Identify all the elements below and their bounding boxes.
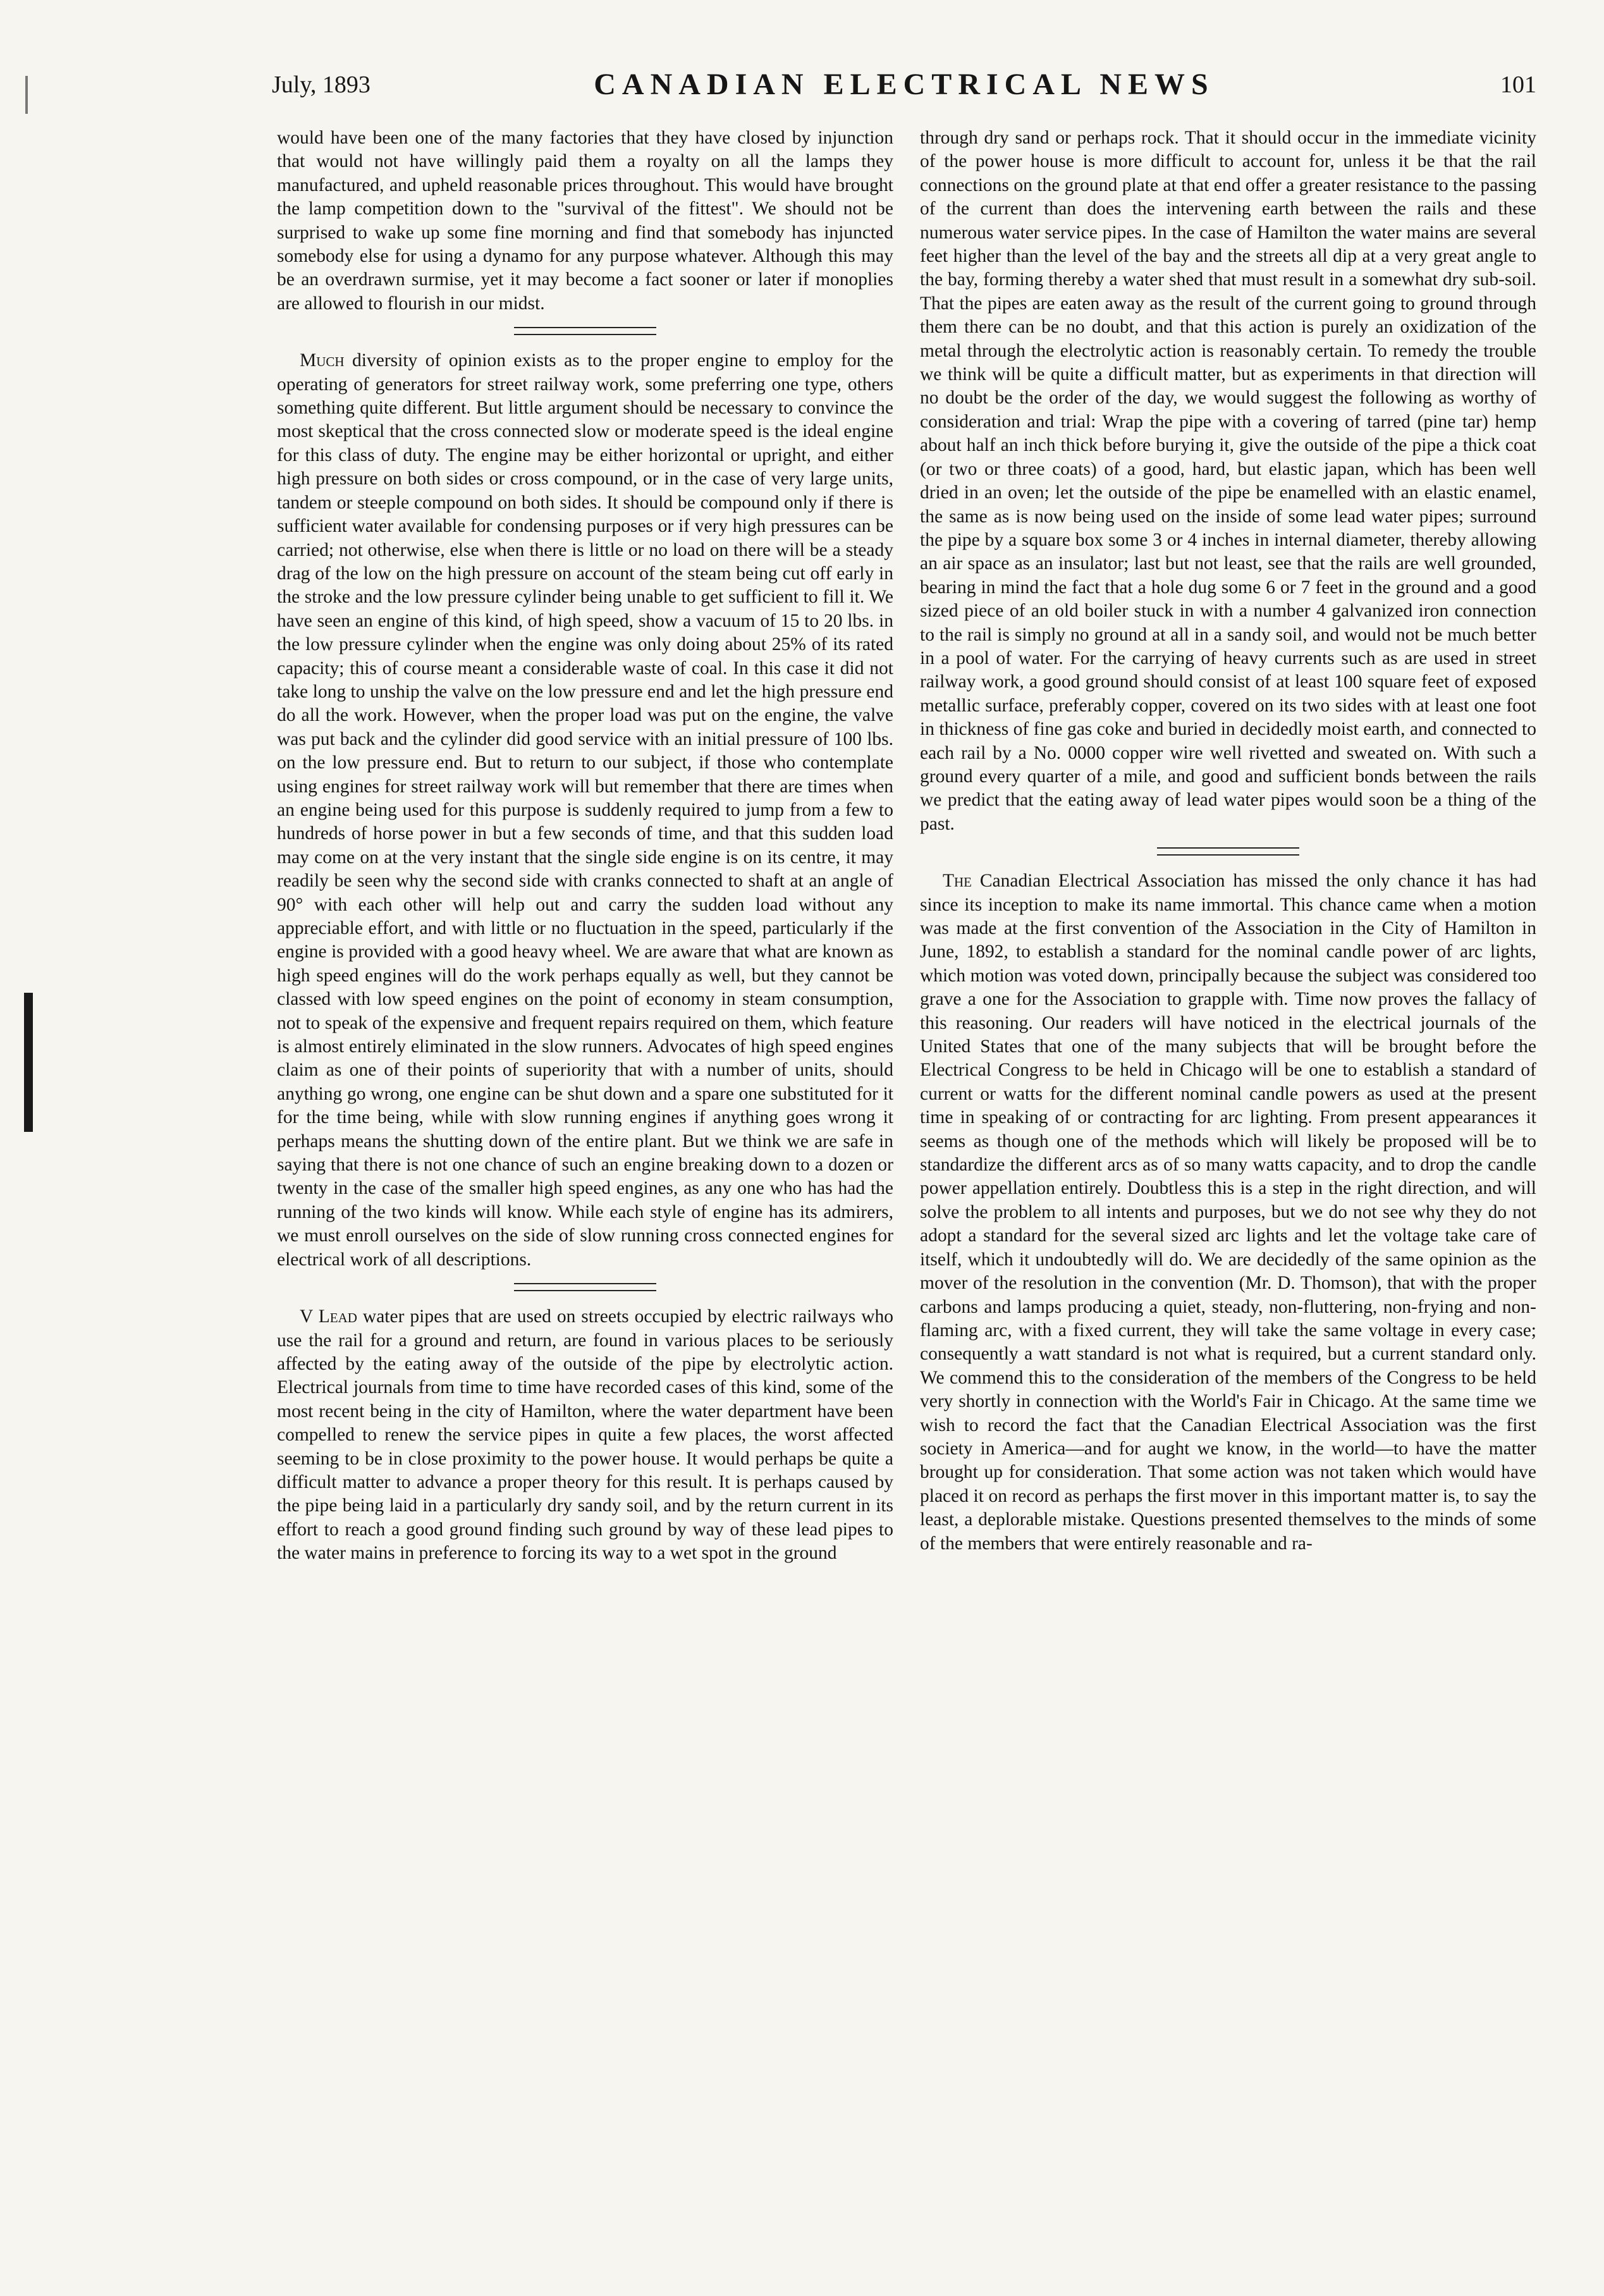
issue-date: July, 1893 [272, 71, 370, 98]
article-divider [514, 327, 656, 335]
article-lead-pipes-body: water pipes that are used on streets occupied by electric railways who use the rail for a ground and return, are found in various places to be seriously affected by the eating away of the outside of the pipe by electrolytic action. Electrical journals from time to time have recorded cases of this kind, some of the most recent being in the city of Hamilton, where the water department have been compelled to renew the service pipes in quite a few places, the worst affected seeming to be in close proximity to the power house. It would perhaps be quite a difficult matter to advance a proper theory for this result. It is perhaps caused by the pipe being laid in a particularly dry sandy soil, and by the return current in its effort to reach a good ground finding such ground by way of these lead pipes to the water mains in preference to forcing its way to a wet spot in the ground [277, 1306, 893, 1564]
margin-smudge [25, 76, 28, 114]
page-number: 101 [1500, 71, 1536, 98]
article-lead-pipes [277, 1305, 893, 1565]
article-engines-body: diversity of opinion exists as to the proper engine to employ for the operating of generators for street railway work, some preferring one type, others something quite different. But little argument should be necessary to convince the most skeptical that the cross connected slow or moderate speed is the ideal engine for this class of duty. The engine may be either horizontal or upright, and either high pressure on both sides or cross compound, or in the case of very large units, tandem or steeple compound on both sides. It should be compound only if there is sufficient water available for condensing purposes or if very high pressures can be carried; not otherwise, else when there is little or no load on there will be a steady drag of the low on the high pressure on account of the steam being cut off early in the stroke and the low pressure cylinder being unable to get sufficient to fill it. We have seen an engine of this kind, of high speed, show a vacuum of 15 to 20 lbs. in the low pressure cylinder when the engine was only doing about 25% of its rated capacity; this of course meant a considerable waste of coal. In this case it did not take long to unship the valve on the low pressure end and let the high pressure end do all the work. However, when the proper load was put on the engine, the valve was put back and the cylinder did good service with an initial pressure of 100 lbs. on the low pressure end. But to return to our subject, if those who contemplate using engines for street railway work will but remember that there are times when an engine being used for this purpose is suddenly required to jump from a few to hundreds of horse power in but a few seconds of time, and that this sudden load may come on at the very instant that the single side engine is on its centre, it may readily be seen why the second side with cranks connected to shaft at an angle of 90° with each other will help out and carry the sudden load without any appreciable effort, and with little or no fluctuation in the speed, particularly if the engine is provided with a good heavy wheel. We are aware that what are known as high speed engines will do the work perhaps equally as well, but they cannot be classed with low speed engines on the point of economy in steam consumption, not to speak of the expensive and frequent repairs required on them, which feature is almost entirely eliminated in the slow runners. Advocates of high speed engines claim as one of their points of superiority that with a number of units, should anything go wrong, one engine can be shut down and a spare one substituted for it for the time being, while with slow running engines if anything goes wrong it perhaps means the shutting down of the entire plant. But we think we are safe in saying that there is not one chance of such an engine breaking down to a dozen or twenty in the case of the smaller high speed engines, as any one who has had the running of the two kinds will know. While each style of engine has its admirers, we must enroll ourselves on the side of slow running cross connected engines for electrical work of all descriptions. [277, 350, 893, 1270]
continued-paragraph: through dry sand or perhaps rock. That it should occur in the immediate vicinity of the power house is more difficult to account for, unless it be that the rail connections on the ground plate at that end offer a greater resistance to the passing of the current than does the intervening earth between the rails and these numerous water service pipes. In the case of Hamilton the water mains are several feet higher than the level of the bay and the streets all dip at a very great angle to the bay, forming thereby a water shed that must result in a somewhat dry sub-soil. That the pipes are eaten away as the result of the current going to ground through them there can be no doubt, and that this action is purely an oxidization of the metal through the electrolytic action is reasonably certain. To remedy the trouble we think will be quite a difficult matter, but as experiments in that direction will no doubt be the order of the day, we would suggest the following as worthy of consideration and trial: Wrap the pipe with a covering of tarred (pine tar) hemp about half an inch thick before burying it, give the outside of the pipe a thick coat (or two or three coats) of a good, hard, but elastic japan, which has been well dried in an oven; let the outside of the pipe be enamelled with an elastic enamel, the same as is now being used on the inside of some lead water pipes; surround the pipe by a square box some 3 or 4 inches in internal diameter, thereby allowing an air space as an insulator; last but not least, see that the rails are well grounded, bearing in mind the fact that a hole dug some 6 or 7 feet in the ground and a good sized piece of an old boiler stuck in with a number 4 galvanized iron connection to the rail is simply no ground at all in a sandy soil, and would not be much better in a pool of water. For the carrying of heavy currents such as are used in street railway work, a good ground should consist of at least 100 square feet of exposed metallic surface, preferably copper, covered on its two sides with at least one foot in thickness of fine gas coke and buried in decidedly moist earth, and connected to each rail by a No. 0000 copper wire well rivetted and sweated on. With such a ground every quarter of a mile, and good and sufficient bonds between the rails we predict that the eating away of lead water pipes would soon be a thing of the past. [920, 128, 1536, 834]
continued-paragraph: would have been one of the many factories that they have closed by injunction that would not have willingly paid them a royalty on all the lamps they manufactured, and upheld reasonable prices throughout. This would have brought the lamp competition down to the "survival of the fittest". We should not be surprised to wake up some fine morning and find that somebody has injuncted somebody else for using a dynamo for any purpose whatever. Although this may be an overdrawn surmise, yet it may become a fact sooner or later if monoplies are allowed to flourish in our midst. [277, 128, 893, 314]
right-column [920, 126, 1536, 2276]
article-divider [514, 1283, 656, 1291]
article-divider [1157, 847, 1299, 856]
article-association [920, 869, 1536, 1556]
article-engines-lead: Much [300, 350, 345, 371]
page-header [272, 68, 1536, 109]
article-association-lead: The [943, 871, 972, 892]
left-column [277, 126, 893, 2276]
article-association-body: Canadian Electrical Association has missed the only chance it has had since its inception to make its name immortal. This chance came when a motion was made at the first convention of the Association in the City of Hamilton in June, 1892, to establish a standard for the nominal candle power of arc lights, which motion was voted down, principally because the subject was considered too grave a one for the Association to grapple with. Time now proves the fallacy of this reasoning. Our readers will have noticed in the electrical journals of the United States that one of the many subjects that will be brought before the Electrical Congress to be held in Chicago will be one to establish a standard of current or watts for the different nominal candle powers as used at the present time in speaking of or contracting for arc lighting. From present appearances it seems as though one of the methods which will likely be proposed will be to standardize the different arcs as of so many watts capacity, and to drop the candle power appellation entirely. Doubtless this is a step in the right direction, and will solve the problem to all intents and purposes, but we do not see why they do not adopt a standard for the several sized arc lights and let the voltage take care of itself, which it undoubtedly will do. We are decidedly of the same opinion as the mover of the resolution in the convention (Mr. D. Thomson), that with the proper carbons and lamps producing a quiet, steady, non-fluttering, non-frying and non-flaming arc, with a fixed current, they will take the same voltage in every case; consequently a watt standard is not what is required, but a current standard only. We commend this to the consideration of the members of the Congress to be held very shortly in connection with the World's Fair in Chicago. At the same time we wish to record the fact that the Canadian Electrical Association was the first society in America—and for aught we know, in the world—to have the matter brought up for consideration. That some action was not taken which would have placed it on record as perhaps the first mover in this important matter is, to say the least, a deplorable mistake. Questions presented themselves to the minds of some of the members that were entirely reasonable and ra- [920, 871, 1536, 1554]
masthead-title: CANADIAN ELECTRICAL NEWS [594, 68, 1215, 101]
binding-mark [24, 993, 33, 1132]
article-lead-pipes-lead: V Lead [300, 1306, 357, 1327]
article-engines [277, 349, 893, 1272]
